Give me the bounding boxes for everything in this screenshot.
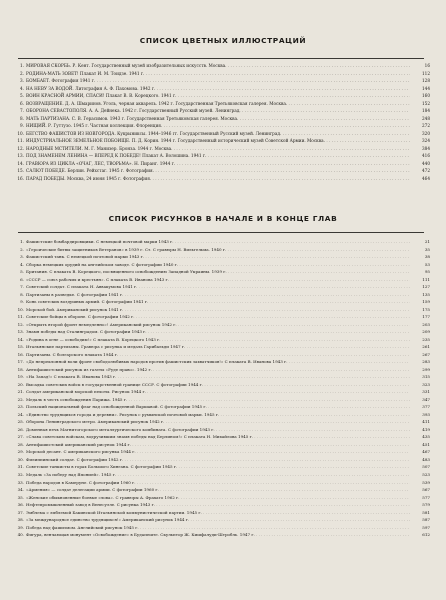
item-number: 19. [17, 374, 24, 380]
item-title: Медаль в честь освобождения Парижа. 1945 г. . . . [26, 396, 410, 404]
item-title: МИРОВАЯ СКОРБЬ. Р. Кент. Государственный музей изобразительных искусств. Москва. . . . [26, 62, 410, 70]
item-number: 38. [17, 517, 24, 523]
item-number: 16. [17, 175, 24, 181]
list-item [14, 100, 430, 108]
item-title: НИЩИЙ. Р. Гуттузо. 1945 г. Частная коллекция. Флоренция. . . . [26, 122, 410, 130]
item-number: 2. [20, 70, 24, 76]
item-page-number: 579 [422, 502, 430, 508]
item-page-number: 384 [422, 145, 430, 151]
list-item [14, 486, 430, 494]
item-title: Партизаны в разведке. С фотографии 1941 г. . . . [26, 291, 410, 299]
item-page-number: 135 [422, 291, 430, 297]
list-item [14, 130, 430, 138]
item-number: 21. [17, 389, 24, 395]
item-title: «Слава советским войскам, водрузившим знамя победы над Берлином!» С плаката Н. Михайлова 1945 г. . . . [26, 433, 410, 441]
item-number: 27. [17, 434, 24, 440]
list-item [14, 253, 430, 261]
item-title: Фигура, венчающая монумент «Освобождение» в Будапеште. Скульптор Ж. Кишфалуди-Штробль. 1947 г. . . . [26, 531, 410, 539]
item-title: ОБОРОНА СЕВАСТОПОЛЯ. А. А. Дейнека. 1942 г. Государственный Русский музей. Ленинград. . . . [26, 107, 410, 115]
item-number: 6. [20, 276, 24, 282]
item-title: Сборка немецких орудий на английском заводе. С фотографии 1940 г. . . . [26, 261, 410, 269]
item-number: 2. [20, 246, 24, 252]
item-number: 34. [17, 487, 24, 493]
item-title: «Женские обыкновенные боевые слова». С гравюры А. Фрахато 1962 г. . . . [26, 494, 410, 502]
item-page-number: 411 [422, 419, 430, 425]
item-title: Советские танкисты в горах Большого Хингана. С фотографии 1945 г. . . . [26, 463, 410, 471]
list-item [14, 77, 430, 85]
list-item [14, 298, 430, 306]
item-title: «Открыть второй фронт немедленно»! Американский рисунок 1942 г. . . . [26, 321, 410, 329]
item-page-number: 248 [422, 115, 430, 121]
item-title: ГРАВЮРА ИЗ ЦИКЛА «ОЧАГ, ЛЕС, ТВОРЬМА». Н. Пиранг. 1944 г. . . . [26, 160, 410, 168]
item-title: Филиппинский солдат. С фотографии 1942 г. . . . [26, 456, 410, 464]
item-title: Морской бой. Американский рисунок 1941 г. . . . [26, 306, 410, 314]
item-title: «СССР — союз рабочих и крестьян». С плаката В. Иванова 1943 г. . . . [26, 276, 410, 284]
list-item [14, 321, 430, 329]
item-page-number: 111 [422, 276, 430, 282]
item-page-number: 347 [422, 396, 430, 402]
item-page-number: 331 [422, 389, 430, 395]
list-item [14, 328, 430, 336]
item-title: ВОИН КРАСНОЙ АРМИИ, СПАСИ! Плакат В. В. Корецкого. 1941 г. . . . [26, 92, 410, 100]
item-page-number: 95 [424, 269, 430, 275]
item-page-number: 523 [422, 471, 430, 477]
item-page-number: 16 [424, 63, 430, 68]
item-title: Оборона Ленинградского метро. Американский рисунок 1942 г. . . . [26, 418, 410, 426]
item-title: Советские бойцы в обороне. С фотографии 1942 г. . . . [26, 313, 410, 321]
item-page-number: 597 [422, 524, 430, 530]
list-item [14, 433, 430, 441]
item-number: 13. [17, 329, 24, 335]
item-page-number: 53 [424, 261, 430, 267]
item-title: НАРОДНЫЕ МСТИТЕЛИ. М. Г. Манизер. Бронза. 1944 г. Москва. . . . [26, 145, 410, 153]
item-page-number: 144 [422, 85, 430, 91]
list-item [14, 396, 430, 404]
item-title: Антифашистский американский рисунок 1944 г. . . . [26, 441, 410, 449]
list-item [14, 448, 430, 456]
item-page-number: 209 [422, 329, 430, 335]
list-item [14, 411, 430, 419]
item-page-number: 483 [422, 456, 430, 462]
item-number: 31. [17, 464, 24, 470]
list-item [14, 261, 430, 269]
item-page-number: 152 [422, 100, 430, 106]
item-page-number: 612 [422, 532, 430, 538]
item-number: 10. [17, 306, 24, 312]
item-title: Эмблема с эмблемой Бакинской Итальянской коммунистической партии. 1945 г. . . . [26, 509, 410, 517]
item-page-number: 464 [422, 175, 430, 181]
item-number: 3. [20, 78, 24, 84]
item-title: Медаль «За победу над Японией». 1945 г. . . . [26, 471, 410, 479]
list-item [14, 122, 430, 130]
list-item [14, 85, 430, 93]
list-item [14, 70, 430, 78]
list-item [14, 268, 430, 276]
item-title: «Единство трудящихся города и деревни». Рисунок с румынской почтовой марки. 1945 г. . . . [26, 411, 410, 419]
divider [18, 58, 424, 59]
item-page-number: 159 [422, 299, 430, 305]
item-page-number: 177 [422, 314, 430, 320]
list-item [14, 246, 430, 254]
item-page-number: 35 [424, 246, 430, 252]
item-title: «Героические битвы защитников Ветеранов» в 1939 г. Ст. С гравюры Н. Вильгельма. 1940 г. . . . [26, 246, 410, 254]
item-title: ПАРАД ПОБЕДЫ. Москва, 24 июня 1945 г. Фотография. . . . [26, 175, 410, 183]
item-page-number: 567 [422, 487, 430, 493]
item-page-number: 440 [422, 160, 430, 166]
item-number: 26. [17, 426, 24, 432]
item-title: Антифашистский рисунок из газеты «Руде право». 1942 г. . . . [26, 366, 410, 374]
item-number: 28. [17, 441, 24, 447]
item-page-number: 127 [422, 284, 430, 290]
list-item [14, 92, 430, 100]
item-title: МАТЬ ПАРТИЗАНА. С. В. Герасимов. 1943 г. Государственная Третьяковская галерея. Москва. . . . [26, 115, 410, 123]
item-title: Фашистские бомбардировщики. С немецкой почтовой марки 1943 г. . . . [26, 238, 410, 246]
item-page-number: 235 [422, 336, 430, 342]
list-item [14, 373, 430, 381]
item-page-number: 267 [422, 351, 430, 357]
item-number: 9. [20, 123, 24, 129]
item-title: Фашистский танк. С немецкой почтовой марки 1943 г. . . . [26, 253, 410, 261]
list-item [14, 426, 430, 434]
item-title: Знамя победы над Сталинградом. С фотографии 1943 г. . . . [26, 328, 410, 336]
item-title: Победа народов в Камеруне. С фотографии 1960 г. . . . [26, 479, 410, 487]
item-page-number: 507 [422, 464, 430, 470]
item-page-number: 581 [422, 509, 430, 515]
item-page-number: 577 [422, 494, 430, 500]
item-number: 10. [17, 130, 24, 136]
item-number: 40. [17, 532, 24, 538]
color-illustrations-title: СПИСОК ЦВЕТНЫХ ИЛЛЮСТРАЦИЙ [139, 36, 307, 45]
item-title: «На Запад!» С плаката В. Иванова 1943 г. . . . [26, 373, 410, 381]
item-number: 33. [17, 479, 24, 485]
list-item [14, 381, 430, 389]
item-title: БЕГСТВО ФАШИСТОВ ИЗ НОВГОРОДА. Кукрыниксы. 1944–1946 гг. Государственный Русский музей. Ленинград. . . . [26, 130, 410, 138]
list-item [14, 336, 430, 344]
item-page-number: 451 [422, 441, 430, 447]
item-number: 22. [17, 396, 24, 402]
item-title: Британия. С плаката В. Корецкого, посвященного освобождению Западной Украины. 1939 г. . . . [26, 268, 410, 276]
item-page-number: 587 [422, 517, 430, 523]
item-title: Советский солдат. С плаката Н. Аввакумова 1941 г. . . . [26, 283, 410, 291]
list-item [14, 366, 430, 374]
item-page-number: 175 [422, 306, 430, 312]
item-title: Победа над фашизмом. Английский рисунок 1945 г. . . . [26, 524, 410, 532]
list-item [14, 463, 430, 471]
item-title: «За международное единство трудящихся!» Американский рисунок 1944 г. . . . [26, 516, 410, 524]
item-page-number: 419 [422, 426, 430, 432]
item-title: Солдат американской морской пехоты. Рисунок 1944 г. . . . [26, 388, 410, 396]
item-number: 9. [20, 299, 24, 305]
item-title: РОДИНА-МАТЬ ЗОВЕТ! Плакат И. М. Тоидзе. 1941 г. . . . [26, 70, 410, 78]
item-page-number: 272 [422, 123, 430, 129]
item-page-number: 261 [422, 344, 430, 350]
item-number: 4. [20, 85, 24, 91]
item-number: 23. [17, 404, 24, 410]
list-item [14, 276, 430, 284]
item-page-number: 299 [422, 366, 430, 372]
item-title: ВОЗВРАЩЕНИЕ. Д. А. Шмаринов. Уголь, черная акварель. 1942 г. Государственная Третьяковская галерея. Москва. . . . [26, 100, 410, 108]
item-page-number: 467 [422, 449, 430, 455]
item-number: 12. [17, 145, 24, 151]
color-illustrations-list [14, 62, 430, 182]
item-page-number: 160 [422, 93, 430, 99]
list-item [14, 351, 430, 359]
list-item [14, 115, 430, 123]
item-number: 3. [20, 254, 24, 260]
list-item [14, 403, 430, 411]
list-item [14, 145, 430, 153]
item-number: 13. [17, 153, 24, 159]
item-title: «Армения» — солдат делегации армии. С фотографии 1960 г. . . . [26, 486, 410, 494]
item-number: 16. [17, 351, 24, 357]
item-number: 1. [20, 239, 24, 244]
item-page-number: 203 [422, 321, 430, 327]
item-title: Партизаны. С болгарского плаката 1944 г. . . . [26, 351, 410, 359]
item-number: 14. [17, 336, 24, 342]
list-item [14, 62, 430, 70]
item-title: «До непреклонной воли фронт свободолюбивых народов против фашистских захватчиков!» С плаката В. Иванова 1943 г. . . . [26, 358, 410, 366]
item-title: Морской десант. С американского рисунка 1944 г. . . . [26, 448, 410, 456]
item-title: ПОД ЗНАМЕНЕМ ЛЕНИНА — ВПЕРЕД К ПОБЕДЕ! Плакат А. Волошина. 1941 г. . . . [26, 152, 410, 160]
list-item [14, 494, 430, 502]
item-page-number: 21 [424, 239, 430, 244]
list-item [14, 516, 430, 524]
item-title: САЛЮТ ПОБЕДЕ. Берлин. Рейхстаг. 1945 г. Фотография. . . . [26, 167, 410, 175]
list-item [14, 291, 430, 299]
item-title: Итальянские партизаны. Гравюра с рисунка и медаль Гарибальди 1947 г. . . . [26, 343, 410, 351]
item-title: Нефтепромышленный завод в Венесуэле. С рисунка 1943 г. . . . [26, 501, 410, 509]
item-number: 6. [20, 100, 24, 106]
item-number: 5. [20, 93, 24, 99]
item-page-number: 112 [422, 70, 430, 76]
item-number: 4. [20, 261, 24, 267]
list-item [14, 358, 430, 366]
item-page-number: 128 [422, 78, 430, 84]
list-item [14, 175, 430, 183]
list-item [14, 152, 430, 160]
item-title: БОМБАЕТ. Фотография 1941 г. . . . [26, 77, 410, 85]
item-number: 7. [20, 284, 24, 290]
list-item [14, 137, 430, 145]
item-title: ИНДУСТРИАЛЬНОЕ ЗЕМЕЛЬНОЕ ПОБОИЩЕ. П. Д. Корин. 1944 г. Государственный исторический музей Советской Армии. Москва. . . . [26, 137, 410, 145]
item-page-number: 323 [422, 381, 430, 387]
list-item [14, 524, 430, 532]
item-title: Высадка советских войск в государственной границе СССР. С фотографии 1944 г. . . . [26, 381, 410, 389]
item-page-number: 283 [422, 359, 430, 365]
item-number: 15. [17, 168, 24, 174]
item-number: 30. [17, 456, 24, 462]
list-item [14, 388, 430, 396]
item-number: 7. [20, 108, 24, 114]
list-item [14, 418, 430, 426]
item-number: 5. [20, 269, 24, 275]
list-item [14, 160, 430, 168]
list-item [14, 167, 430, 175]
item-number: 35. [17, 494, 24, 500]
item-page-number: 315 [422, 374, 430, 380]
list-item [14, 313, 430, 321]
item-number: 39. [17, 524, 24, 530]
item-page-number: 320 [422, 130, 430, 136]
list-item [14, 238, 430, 246]
item-page-number: 416 [422, 153, 430, 159]
item-title: Доменная печь Магнитогорского металлургического комбината. С фотографии 1943 г. . . . [26, 426, 410, 434]
item-page-number: 539 [422, 479, 430, 485]
item-number: 18. [17, 366, 24, 372]
list-item [14, 509, 430, 517]
item-title: НА НЕВУ ЗА ВОДОЙ. Литография А. Ф. Пахомова. 1942 г. . . . [26, 85, 410, 93]
list-item [14, 479, 430, 487]
item-title: «Родина в огне — освободим!» С плаката В. Корецкого 1943 г. . . . [26, 336, 410, 344]
item-page-number: 472 [422, 168, 430, 174]
item-number: 37. [17, 509, 24, 515]
item-number: 14. [17, 160, 24, 166]
list-item [14, 531, 430, 539]
item-title: Конь советских воздушных армий. С фотографии 1941 г. . . . [26, 298, 410, 306]
drawings-list [14, 238, 430, 539]
item-number: 15. [17, 344, 24, 350]
drawings-list-title: СПИСОК РИСУНКОВ В НАЧАЛЕ И В КОНЦЕ ГЛАВ [108, 214, 338, 223]
divider [18, 232, 424, 233]
item-number: 24. [17, 411, 24, 417]
item-title: Польский национальный флаг над освобожденной Варшавой. С фотографии 1945 г. . . . [26, 403, 410, 411]
item-page-number: 38 [424, 254, 430, 260]
item-number: 1. [20, 63, 24, 68]
item-page-number: 324 [422, 138, 430, 144]
item-page-number: 184 [422, 108, 430, 114]
item-page-number: 435 [422, 434, 430, 440]
item-number: 8. [20, 291, 24, 297]
list-item [14, 107, 430, 115]
list-item [14, 456, 430, 464]
item-page-number: 393 [422, 411, 430, 417]
item-number: 17. [17, 359, 24, 365]
list-item [14, 441, 430, 449]
list-item [14, 306, 430, 314]
item-number: 29. [17, 449, 24, 455]
list-item [14, 343, 430, 351]
item-number: 11. [17, 314, 24, 320]
item-number: 32. [17, 471, 24, 477]
item-number: 36. [17, 502, 24, 508]
item-number: 25. [17, 419, 24, 425]
item-page-number: 377 [422, 404, 430, 410]
list-item [14, 501, 430, 509]
item-number: 8. [20, 115, 24, 121]
list-item [14, 283, 430, 291]
item-number: 12. [17, 321, 24, 327]
item-number: 20. [17, 381, 24, 387]
list-item [14, 471, 430, 479]
item-number: 11. [17, 138, 24, 144]
